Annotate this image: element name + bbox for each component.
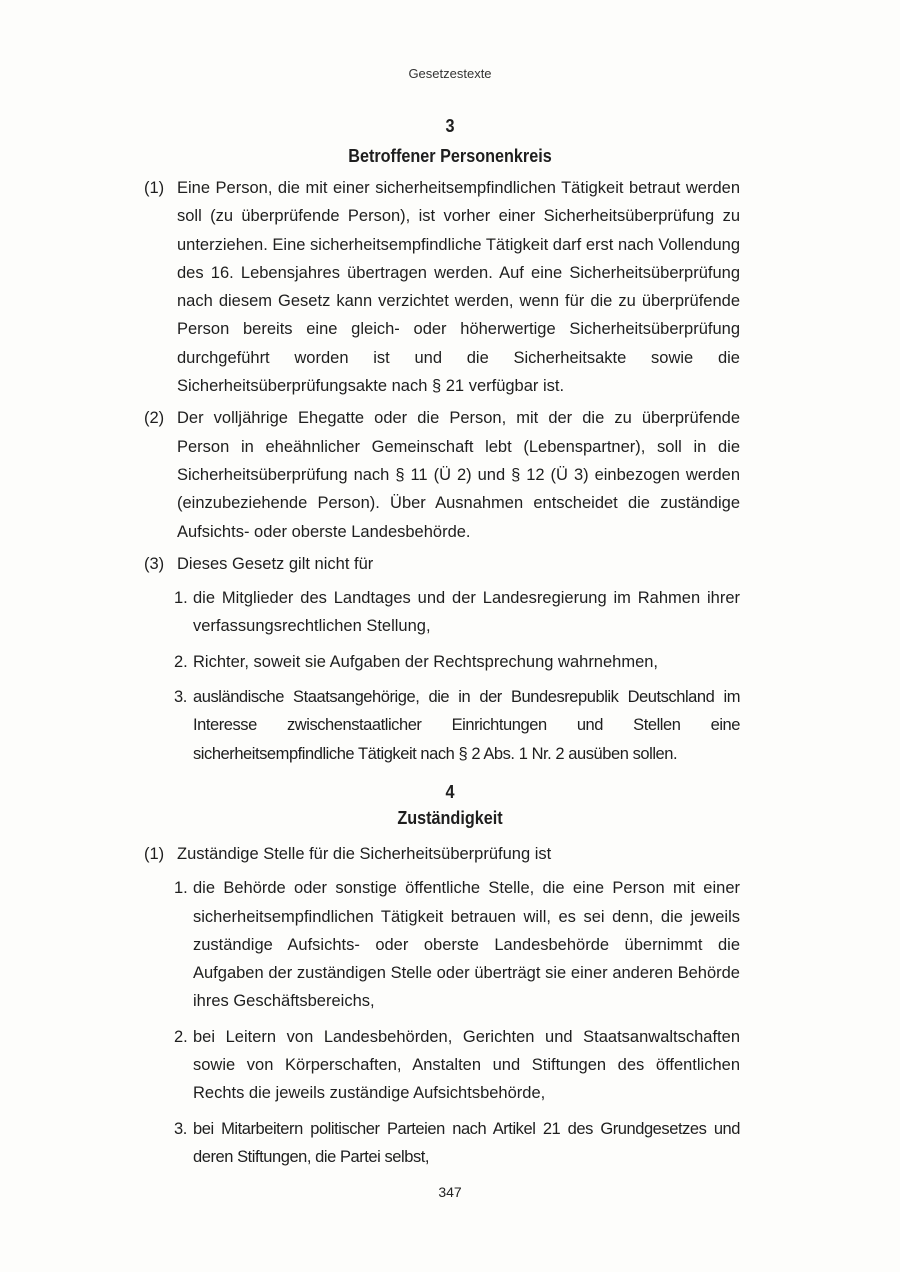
item-text: Richter, soweit sie Aufgaben der Rechtsprechung wahrnehmen, bbox=[193, 652, 659, 671]
paragraph-text: Zuständige Stelle für die Sicherheitsüberprüfung ist bbox=[177, 845, 552, 863]
item-number: 3. bbox=[174, 1119, 187, 1138]
section-3-paragraph-1 bbox=[0, 174, 740, 400]
running-header: Gesetzestexte bbox=[408, 66, 492, 81]
section-4-item-3 bbox=[0, 1115, 740, 1172]
item-number: 2. bbox=[174, 652, 188, 671]
paragraph-number: (1) bbox=[144, 179, 165, 197]
section-4-paragraph-1 bbox=[0, 840, 740, 868]
section-4-item-2 bbox=[0, 1023, 740, 1108]
paragraph-number: (1) bbox=[144, 845, 165, 863]
section-3-paragraph-3 bbox=[0, 550, 740, 578]
item-number: 2. bbox=[174, 1027, 188, 1046]
section-4-item-1 bbox=[0, 874, 740, 1015]
section-3-number: 3 bbox=[445, 116, 455, 136]
paragraph-number: (2) bbox=[144, 409, 165, 428]
section-3-paragraph-2 bbox=[0, 404, 740, 545]
item-number: 1. bbox=[174, 589, 188, 608]
page-number: 347 bbox=[438, 1184, 462, 1200]
paragraph-text: Eine Person, die mit einer sicherheitsempfindlichen Tätigkeit betraut werden soll (zu überprüfende Person), ist vorher einer Sicherheitsüberprüfung zu unterziehen. Eine sicherheitsempfindliche Tätigkeit darf erst nach Vollendung des 16. Lebensjahres übertragen werden. Auf eine Sicherheitsüberprüfung nach diesem Gesetz kann verzichtet werden, wenn für die zu überprüfende Person bereits eine gleich- oder höherwertige Sicherheitsüberprüfung durchgeführt worden ist und die Sicherheitsakte sowie die Sicherheitsüberprüfungsakte nach § 21 verfügbar ist. bbox=[177, 179, 740, 396]
paragraph-text: Dieses Gesetz gilt nicht für bbox=[177, 554, 374, 573]
section-3-item-2 bbox=[0, 648, 740, 676]
section-3-body bbox=[0, 174, 900, 775]
paragraph-text: Der volljährige Ehegatte oder die Person, mit der die zu überprüfende Person in eheähnlicher Gemeinschaft lebt (Lebenspartner), soll in die Sicherheitsüberprüfung nach § 11 (Ü 2) und § 12 (Ü 3) einbezogen werden (einzubeziehende Person). Über Ausnahmen entscheidet die zuständige Aufsichts- oder oberste Landesbehörde. bbox=[177, 409, 740, 541]
item-number: 3. bbox=[174, 688, 187, 707]
item-text: die Mitglieder des Landtages und der Landesregierung im Rahmen ihrer verfassungsrechtlichen Stellung, bbox=[193, 589, 740, 636]
section-4-title: Zuständigkeit bbox=[397, 808, 503, 828]
section-4-number: 4 bbox=[445, 782, 455, 802]
item-text: bei Mitarbeitern politischer Parteien nach Artikel 21 des Grundgesetzes und deren Stiftungen, die Partei selbst, bbox=[193, 1119, 740, 1166]
item-number: 1. bbox=[174, 879, 188, 898]
section-3-item-3 bbox=[0, 683, 740, 768]
paragraph-number: (3) bbox=[144, 554, 165, 573]
item-text: bei Leitern von Landesbehörden, Gerichten und Staatsanwaltschaften sowie von Körperschaften, Anstalten und Stiftungen des öffentlichen Rechts die jeweils zuständige Aufsichtsbehörde, bbox=[193, 1027, 740, 1103]
section-3-item-1 bbox=[0, 584, 740, 641]
section-3-title: Betroffener Personenkreis bbox=[348, 146, 552, 166]
section-4-body bbox=[0, 840, 900, 1178]
item-text: ausländische Staatsangehörige, die in der Bundesrepublik Deutschland im Interesse zwischenstaatlicher Einrichtungen und Stellen eine sicherheitsempfindliche Tätigkeit nach § 2 Abs. 1 Nr. 2 ausüben sollen. bbox=[193, 688, 740, 763]
item-text: die Behörde oder sonstige öffentliche Stelle, die eine Person mit einer sicherheitsempfindlichen Tätigkeit betrauen will, es sei denn, die jeweils zuständige Aufsichts- oder oberste Landesbehörde übernimmt die Aufgaben der zuständigen Stelle oder überträgt sie einer anderen Behörde ihres Geschäftsbereichs, bbox=[193, 879, 740, 1011]
